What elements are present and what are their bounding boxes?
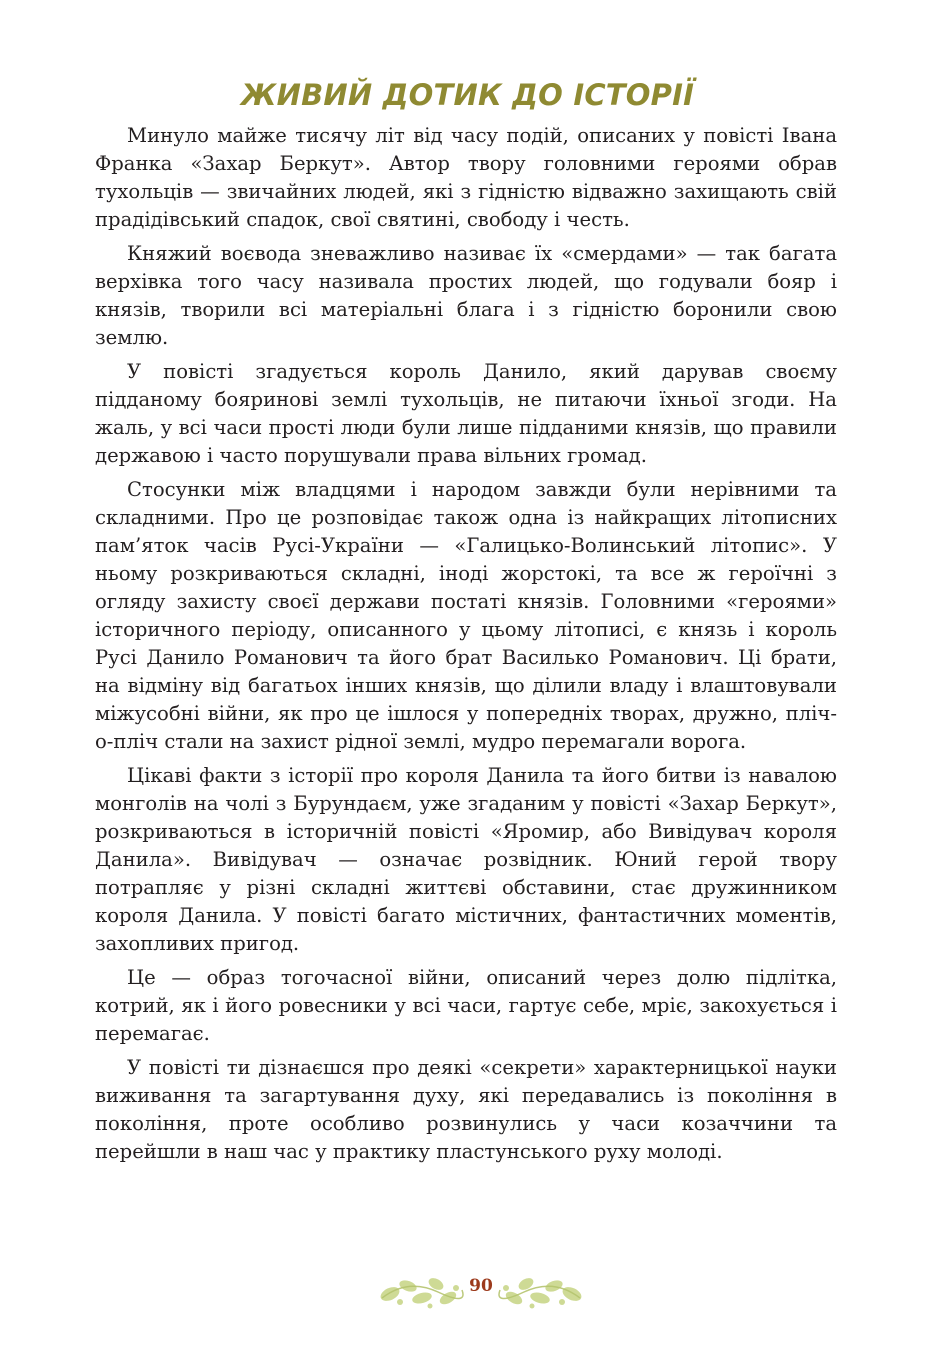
paragraph-3: У повісті згадується король Данило, який дарував своєму підданому бояринові землі тухольців, не питаючи їхньої згоди. На жаль, у всі часи прості люди були лише підданими князів, що правили державою і часто порушували права вільних громад. [95, 360, 837, 467]
page-title: ЖИВИЙ ДОТИК ДО ІСТОРІЇ [240, 78, 695, 112]
page-footer [378, 1268, 584, 1312]
paragraph-4: Стосунки між владцями і народом завжди були нерівними та складними. Про це розповідає також одна із найкращих літописних пам’яток часів Русі-України — «Галицько-Волинський літопис». У ньому розкриваються складні, іноді жорстокі, та все ж героїчні з огляду захисту своєї держави постаті князів. Головними «героями» історичного періоду, описанного у цьому літописі, є князь і король Русі Данило Романович та його брат Василько Романович. Ці брати, на відміну від багатьох інших князів, що ділили владу і влаштовували міжусобні війни, як про це ішлося у попередніх творах, дружно, пліч-о-пліч стали на захист рідної землі, мудро перемагали ворога. [95, 478, 837, 753]
paragraph-6: Це — образ тогочасної війни, описаний через долю підлітка, котрий, як і його ровесники у всі часи, гартує себе, мріє, закохується і перемагає. [95, 966, 837, 1045]
page-number: 90 [469, 1276, 493, 1296]
paragraph-5: Цікаві факти з історії про короля Данила та його битви із навалою монголів на чолі з Бурундаєм, уже згаданим у повісті «Захар Беркут», розкриваються в історичній повісті «Яромир, або Вивідувач короля Данила». Вивідувач — означає розвідник. Юний герой твору потрапляє у різні складні життєві обставини, стає дружинником короля Данила. У повісті багато містичних, фантастичних моментів, захопливих пригод. [95, 764, 837, 955]
paragraph-2: Княжий воєвода зневажливо називає їх «смердами» — так багата верхівка того часу називала простих людей, що годували бояр і князів, творили всі матеріальні блага і з гідністю боронили свою землю. [95, 242, 837, 349]
body-text [95, 122, 837, 1172]
paragraph-7: У повісті ти дізнаєшся про деякі «секрети» характерницької науки виживання та загартування духу, які передавались із покоління в покоління, проте особливо розвинулись у часи козаччини та перейшли в наш час у практику пластунського руху молоді. [95, 1056, 837, 1163]
paragraph-1: Минуло майже тисячу літ від часу подій, описаних у повісті Івана Франка «Захар Беркут». Автор твору головними героями обрав тухольців — звичайних людей, які з гідністю відважно захищають свій прадідівський спадок, свої святині, свободу і честь. [95, 124, 837, 231]
